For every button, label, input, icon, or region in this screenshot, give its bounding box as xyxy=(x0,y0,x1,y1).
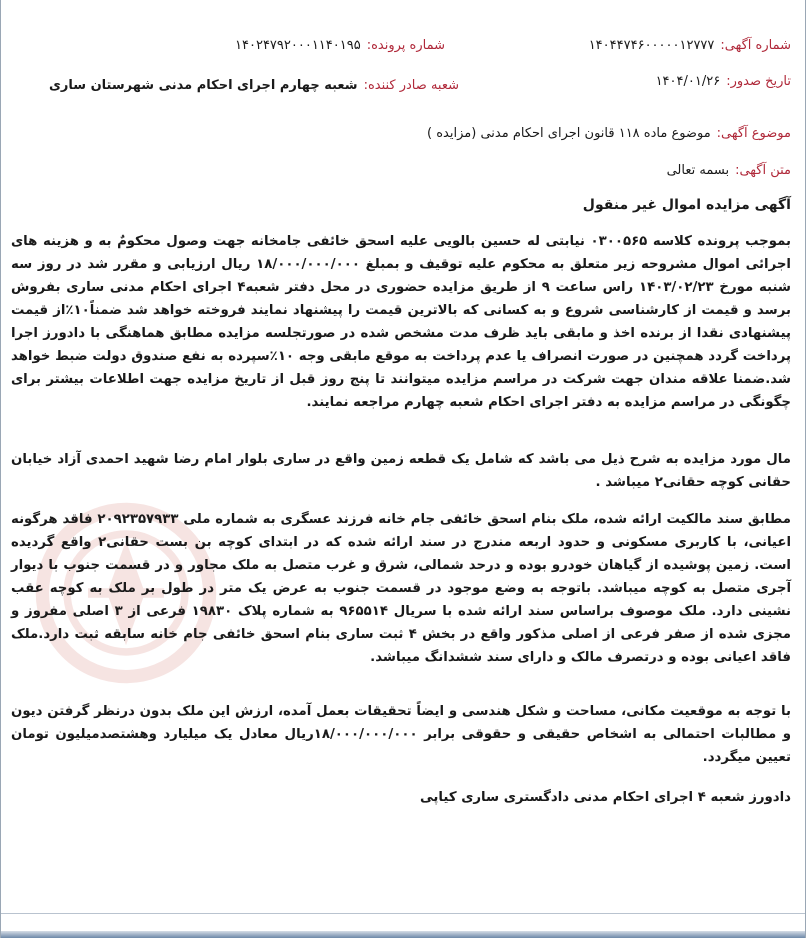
signature-line: دادورز شعبه ۴ اجرای احکام مدنی دادگستری ساری کیاپی xyxy=(419,790,791,805)
subject-label: موضوع آگهی: xyxy=(716,126,791,141)
issuer-value: شعبه چهارم اجرای احکام مدنی شهرستان ساری xyxy=(48,78,358,93)
window-bottom-edge xyxy=(1,931,805,938)
notice-text-opening: بسمه تعالی xyxy=(666,163,730,178)
issue-date-label: تاریخ صدور: xyxy=(726,74,791,89)
notice-number-label: شماره آگهی: xyxy=(720,38,791,53)
property-location-paragraph: مال مورد مزایده به شرح ذیل می باشد که شامل یک قطعه زمین واقع در ساری بلوار امام رضا شهید احمدی آزاد خیابان حقانی کوچه حقانی۲ میباشد . xyxy=(11,452,791,490)
property-valuation-paragraph: با توجه به موقعیت مکانی، مساحت و شکل هندسی و ایضاً تحقیقات بعمل آمده، ارزش این ملک بدون درنظر گرفتن دیون و مطالبات احتمالی به اشخاص حقیقی و حقوقی برابر ۱۸/۰۰۰/۰۰۰/۰۰۰ریال معادل یک میلیارد وهشتصدمیلیون تومان تعیین میگردد. xyxy=(11,704,791,765)
notice-text-row xyxy=(667,163,791,178)
issuer-label: شعبه صادر کننده: xyxy=(363,78,459,93)
file-number-value: ۱۴۰۲۴۷۹۲۰۰۰۱۱۴۰۱۹۵ xyxy=(235,38,361,53)
notice-text-label: متن آگهی: xyxy=(735,163,791,178)
issue-date-value: ۱۴۰۴/۰۱/۲۶ xyxy=(655,74,721,89)
issue-date-row xyxy=(656,74,791,89)
file-number-label: شماره پرونده: xyxy=(366,38,445,53)
notice-number-value: ۱۴۰۴۴۷۴۶۰۰۰۰۰۱۲۷۷۷ xyxy=(588,38,715,53)
notice-heading: آگهی مزایده اموال غیر منقول xyxy=(582,197,791,213)
file-number-row xyxy=(235,38,445,53)
issuer-row xyxy=(49,78,459,93)
subject-row xyxy=(427,126,791,141)
footer-divider xyxy=(1,913,805,914)
notice-number-row xyxy=(589,38,791,53)
property-description-paragraph: مطابق سند مالکیت ارائه شده، ملک بنام اسحق خائفی جام خانه فرزند عسگری به شماره ملی ۲۰۹۲۳۵۷۹۳۳ فاقد هرگونه اعیانی، با کاربری مسکونی و حدود اربعه مندرج در سند ارائه شده که در ابتدای کوچه بن بست حقانی۲ واقع گردیده است. زمین پوشیده از گیاهان خودرو بوده و درحد شمالی، شرق و غرب متصل به ملک مجاور و در قسمت جنوب با دیوار آجری متصل به کوچه میباشد. باتوجه به وضع موجود در قسمت جنوب به عرض یک متر در طول بر ملک به کوچه عقب نشینی دارد. ملک موصوف براساس سند ارائه شده با سریال ۹۶۵۵۱۴ به شماره پلاک ۱۹۸۳۰ فرعی از ۳ اصلی مفروز و مجزی شده از صفر فرعی از اصلی مذکور واقع در بخش ۴ ثبت ساری بنام اسحق خائفی جام خانه سابقه ثبت دارد.ملک فاقد اعیانی بوده و درتصرف مالک و دارای سند ششدانگ میباشد. xyxy=(11,512,792,665)
subject-value: موضوع ماده ۱۱۸ قانون اجرای احکام مدنی (مزایده ) xyxy=(427,126,711,141)
auction-terms-paragraph: بموجب پرونده کلاسه ۰۳۰۰۵۶۵ نیابتی له حسین بالویی علیه اسحق خائفی جامخانه جهت وصول محکومٌ به و هزینه های اجرائی اموال مشروحه زیر متعلق به محکوم علیه توقیف و بمبلغ ۱۸/۰۰۰/۰۰۰/۰۰۰ ریال ارزیابی و مقرر شد در روز سه شنبه مورخ ۱۴۰۳/۰۲/۲۳ راس ساعت ۹ از طریق مزایده حضوری در محل دفتر شعبه۴ اجرای احکام مدنی ساری بفروش برسد و قیمت از کارشناسی شروع و به کسانی که بالاترین قیمت را پیشنهاد نمایند فروخته خواهد شد ضمناً۱۰٪از قیمت پیشنهادی نقدا از برنده اخذ و مابقی باید ظرف مدت مشخص شده در صورتجلسه مزایده مطابق هماهنگی با دادورز اجرا پرداخت گردد همچنین در صورت انصراف یا عدم پرداخت به موقع مابقی وجه ۱۰٪سپرده به نفع صندوق دولت ضبط خواهد شد.ضمنا علاقه مندان جهت شرکت در مراسم مزایده میتوانند تا پنج روز قبل از تاریخ مزایده جهت اطلاعات بیشتر برای چگونگی در مراسم مزایده به دفتر اجرای احکام شعبه چهارم مراجعه نمایند. xyxy=(11,234,791,410)
